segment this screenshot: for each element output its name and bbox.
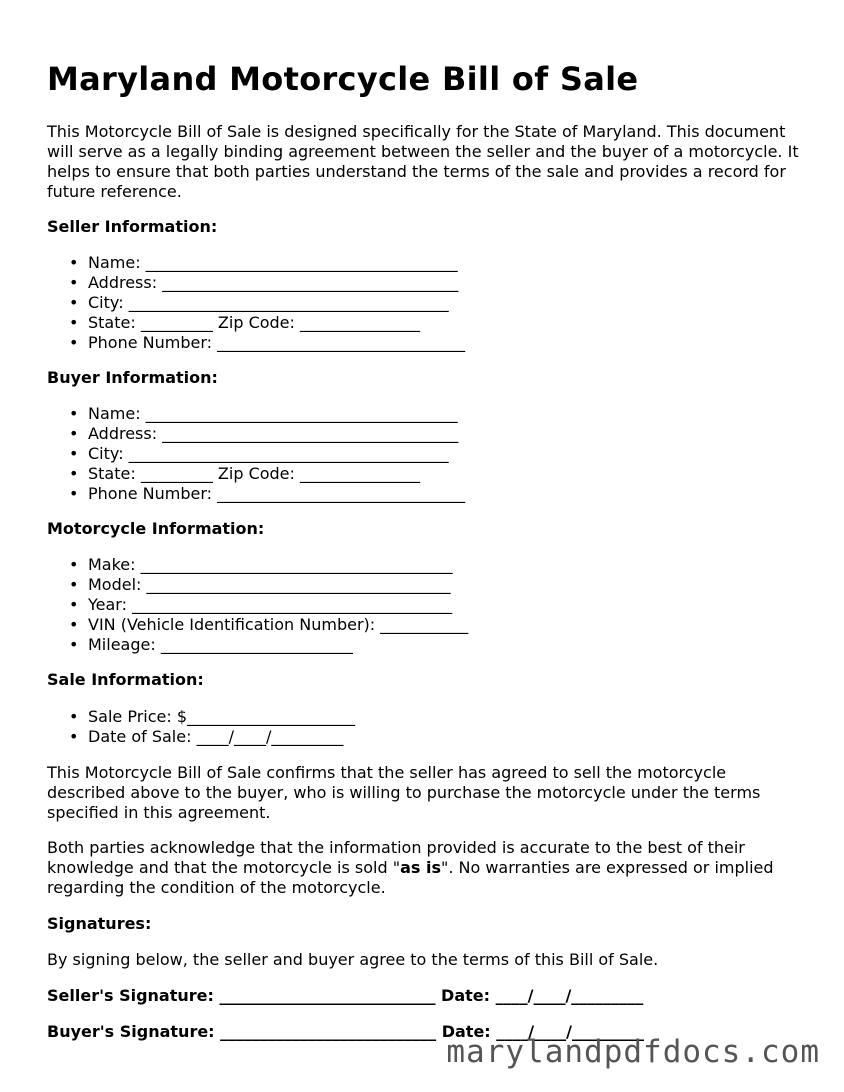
ack-text-end: ". No warranties are expressed or implied regarding the condition of the motorcycle. bbox=[47, 858, 774, 897]
motorcycle-vin-field: • VIN (Vehicle Identification Number): ___________ bbox=[88, 615, 468, 635]
sale-date-field: • Date of Sale: ____/____/_________ bbox=[88, 727, 355, 747]
intro-paragraph: This Motorcycle Bill of Sale is designed specifically for the State of Maryland. This document will serve as a legally binding agreement between the seller and the buyer of a motorcycle. It helps to ensure that both parties understand the terms of the sale and provides a record for future reference. bbox=[47, 122, 799, 201]
page-title: Maryland Motorcycle Bill of Sale bbox=[47, 60, 639, 98]
seller-city-field: • City: ________________________________________ bbox=[88, 293, 465, 313]
motorcycle-heading: Motorcycle Information: bbox=[47, 519, 265, 538]
buyer-phone-field: • Phone Number: _______________________________ bbox=[88, 484, 465, 504]
seller-fields bbox=[47, 253, 465, 353]
as-is-emphasis: as is bbox=[400, 858, 441, 877]
buyer-fields bbox=[47, 404, 465, 504]
seller-name-field: • Name: _______________________________________ bbox=[88, 253, 465, 273]
buyer-signature-line: Buyer's Signature: ___________________________ Date: ____/____/_________ bbox=[47, 1022, 644, 1041]
seller-state-zip-field: • State: _________ Zip Code: _______________ bbox=[88, 313, 465, 333]
buyer-address-field: • Address: _____________________________________ bbox=[88, 424, 465, 444]
acknowledgement-paragraph bbox=[47, 838, 807, 898]
buyer-city-field: • City: ________________________________________ bbox=[88, 444, 465, 464]
buyer-name-field: • Name: _______________________________________ bbox=[88, 404, 465, 424]
motorcycle-fields bbox=[47, 555, 468, 655]
seller-address-field: • Address: _____________________________________ bbox=[88, 273, 465, 293]
seller-signature-line: Seller's Signature: ___________________________ Date: ____/____/_________ bbox=[47, 986, 644, 1005]
buyer-state-zip-field: • State: _________ Zip Code: _______________ bbox=[88, 464, 465, 484]
motorcycle-model-field: • Model: ______________________________________ bbox=[88, 575, 468, 595]
confirmation-paragraph: This Motorcycle Bill of Sale confirms that the seller has agreed to sell the motorcycle described above to the buyer, who is willing to purchase the motorcycle under the terms specified in this agreement. bbox=[47, 763, 761, 822]
motorcycle-year-field: • Year: ________________________________________ bbox=[88, 595, 468, 615]
sale-heading: Sale Information: bbox=[47, 670, 204, 689]
motorcycle-mileage-field: • Mileage: ________________________ bbox=[88, 635, 468, 655]
seller-heading: Seller Information: bbox=[47, 217, 218, 236]
motorcycle-make-field: • Make: _______________________________________ bbox=[88, 555, 468, 575]
sale-fields bbox=[47, 707, 355, 747]
signatures-statement: By signing below, the seller and buyer agree to the terms of this Bill of Sale. bbox=[47, 950, 659, 969]
seller-phone-field: • Phone Number: _______________________________ bbox=[88, 333, 465, 353]
ack-text-start: Both parties acknowledge that the information provided is accurate to the best of their knowledge and that the motorcycle is sold " bbox=[47, 838, 745, 877]
watermark: marylandpdfdocs.com bbox=[446, 1034, 820, 1070]
sale-price-field: • Sale Price: $_____________________ bbox=[88, 707, 355, 727]
signatures-heading: Signatures: bbox=[47, 914, 152, 933]
buyer-heading: Buyer Information: bbox=[47, 368, 218, 387]
